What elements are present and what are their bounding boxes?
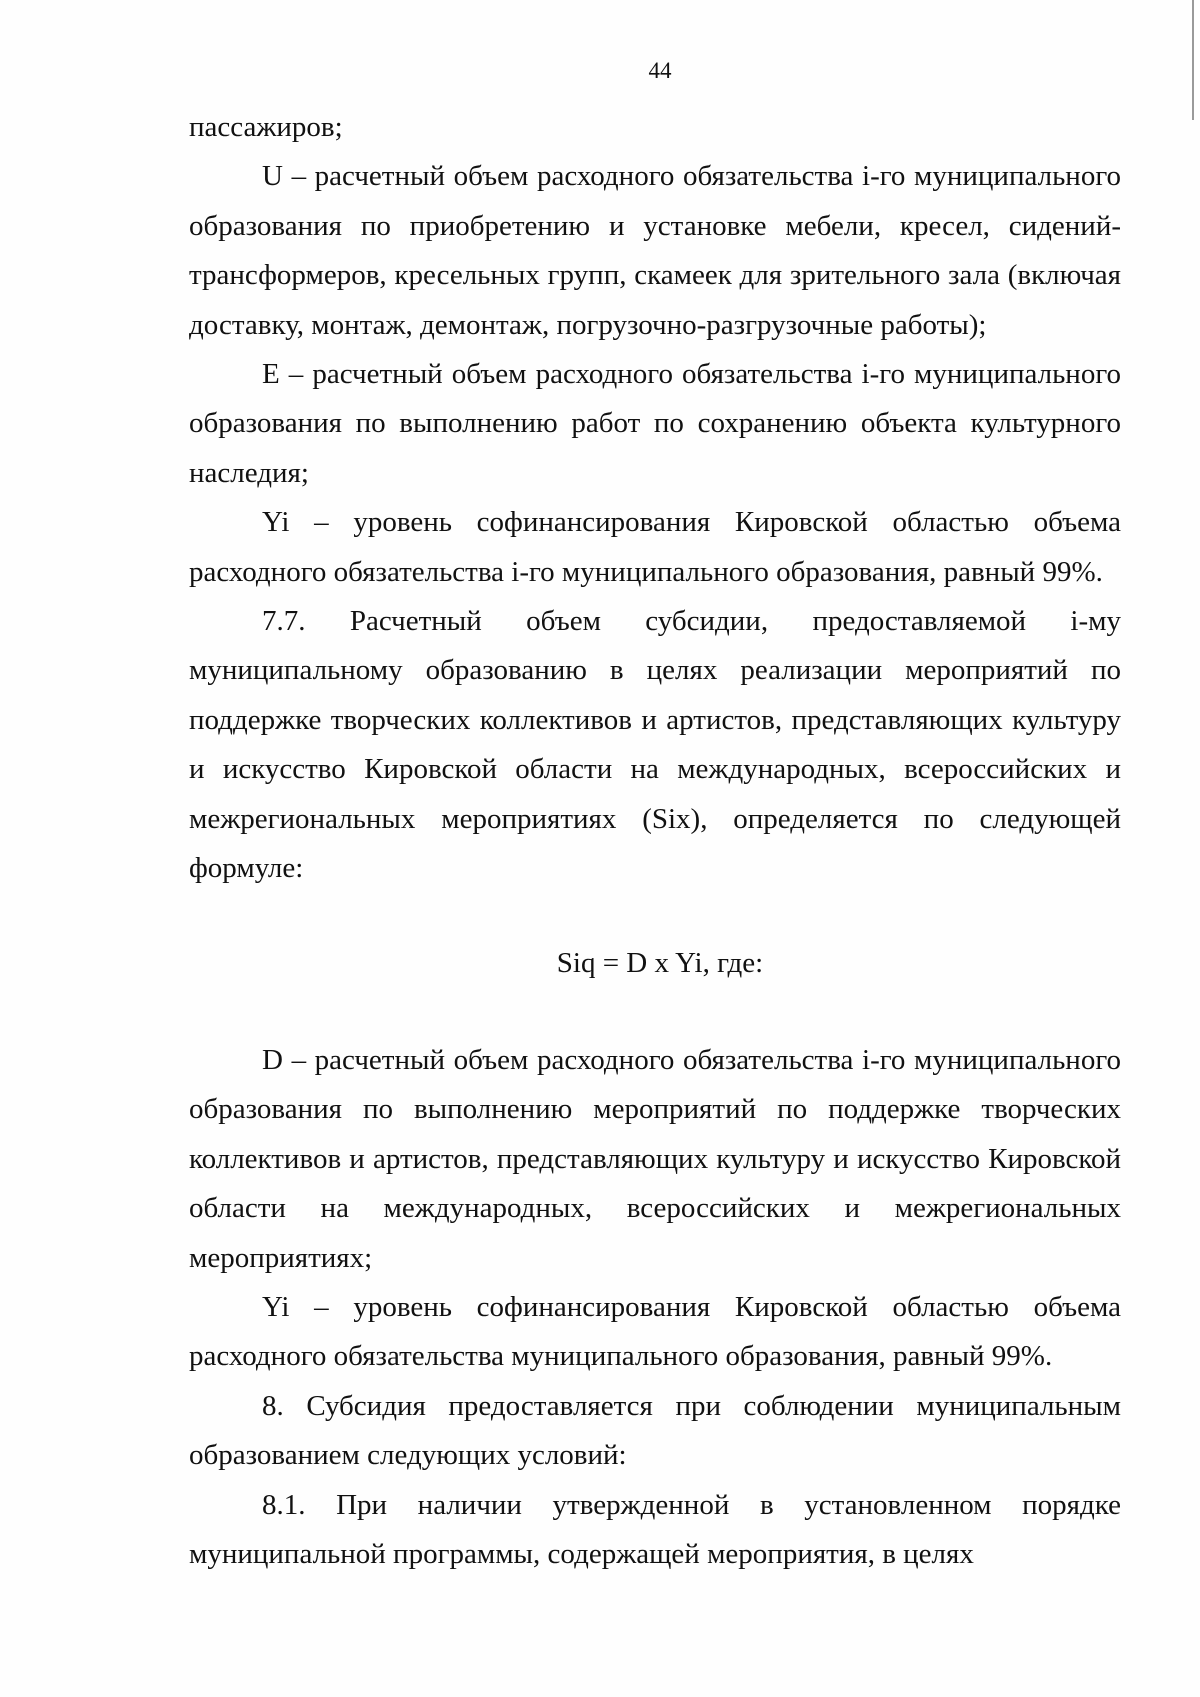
formula: Siq = D x Yi, где: bbox=[556, 947, 764, 979]
paragraph-yi-definition: Yi – уровень софинансирования Кировской областью объема расходного обязательства i-го муниципального образования, равный 99%. bbox=[189, 506, 1121, 588]
text-block-bottom bbox=[189, 1036, 1121, 1579]
paragraph-e-definition: E – расчетный объем расходного обязательства i-го муниципального образования по выполнению работ по сохранению объекта культурного наследия; bbox=[189, 358, 1121, 489]
text-block-top bbox=[189, 103, 1121, 894]
page-number: 44 bbox=[648, 58, 672, 83]
paragraph-d-definition: D – расчетный объем расходного обязательства i-го муниципального образования по выполнению мероприятий по поддержке творческих коллективов и артистов, представляющих культуру и искусство Кировской области на международных, всероссийских и межрегиональных мероприятиях; bbox=[189, 1044, 1121, 1274]
paragraph-yi-definition-2: Yi – уровень софинансирования Кировской областью объема расходного обязательства муниципального образования, равный 99%. bbox=[189, 1291, 1121, 1373]
paragraph-u-definition: U – расчетный объем расходного обязательства i-го муниципального образования по приобретению и установке мебели, кресел, сидений-трансформеров, кресельных групп, скамеек для зрительного зала (включая доставку, монтаж, демонтаж, погрузочно-разгрузочные работы); bbox=[189, 160, 1121, 341]
paragraph-section-7-7: 7.7. Расчетный объем субсидии, предоставляемой i-му муниципальному образованию в целях реализации мероприятий по поддержке творческих коллективов и артистов, представляющих культуру и искусство Кировской области на международных, всероссийских и межрегиональных мероприятиях (Six), определяется по следующей формуле: bbox=[189, 605, 1121, 885]
paragraph-continuation: пассажиров; bbox=[189, 111, 343, 143]
paragraph-section-8-1: 8.1. При наличии утвержденной в установленном порядке муниципальной программы, содержащей мероприятия, в целях bbox=[189, 1488, 1121, 1571]
paragraph-section-8: 8. Субсидия предоставляется при соблюдении муниципальным образованием следующих условий: bbox=[189, 1389, 1121, 1472]
